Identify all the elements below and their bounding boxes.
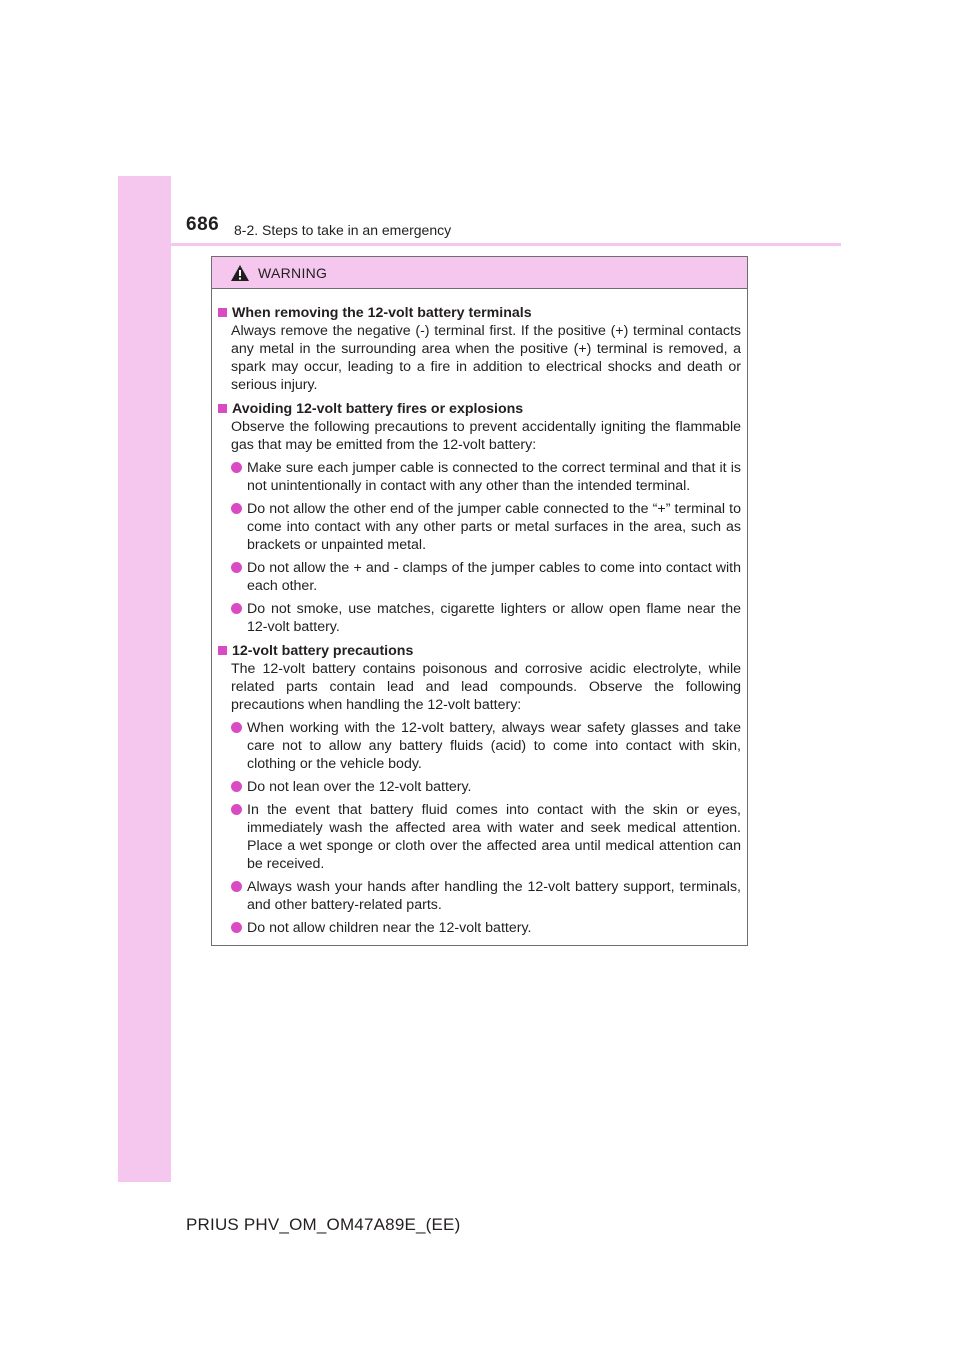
warning-header bbox=[212, 257, 747, 289]
warning-triangle-icon bbox=[230, 264, 250, 282]
section-title: 8-2. Steps to take in an emergency bbox=[234, 222, 452, 238]
warning-title: WARNING bbox=[258, 264, 328, 281]
round-bullet-icon bbox=[231, 881, 242, 892]
list-item: When working with the 12-volt battery, always wear safety glasses and take care not to allow any battery fluids (acid) to come into contact with skin, clothing or the vehicle body. bbox=[231, 719, 741, 773]
side-tab-strip bbox=[118, 176, 171, 1182]
section-heading: 12-volt battery precautions bbox=[218, 642, 741, 660]
page-number: 686 bbox=[186, 214, 220, 235]
round-bullet-icon bbox=[231, 804, 242, 815]
list-item: Always wash your hands after handling the 12-volt battery support, terminals, and other battery-related parts. bbox=[231, 878, 741, 914]
list-item: Do not lean over the 12-volt battery. bbox=[231, 778, 741, 796]
square-bullet-icon bbox=[218, 308, 227, 317]
round-bullet-icon bbox=[231, 781, 242, 792]
round-bullet-icon bbox=[231, 503, 242, 514]
warning-box bbox=[211, 256, 748, 946]
section-body: Observe the following precautions to prevent accidentally igniting the flammable gas that may be emitted from the 12-volt battery: bbox=[231, 419, 741, 453]
section-body: The 12-volt battery contains poisonous and corrosive acidic electrolyte, while related parts contain lead and lead compounds. Observe the following precautions when handling the 12-volt battery: bbox=[231, 661, 741, 713]
list-item: In the event that battery fluid comes into contact with the skin or eyes, immediately wash the affected area with water and seek medical attention. Place a wet sponge or cloth over the affected area until medical attention can be received. bbox=[231, 801, 741, 873]
round-bullet-icon bbox=[231, 722, 242, 733]
list-item: Do not smoke, use matches, cigarette lighters or allow open flame near the 12-volt battery. bbox=[231, 600, 741, 636]
list-item: Do not allow the + and - clamps of the jumper cables to come into contact with each other. bbox=[231, 559, 741, 595]
warning-content bbox=[212, 289, 747, 937]
round-bullet-icon bbox=[231, 562, 242, 573]
round-bullet-icon bbox=[231, 462, 242, 473]
list-item: Do not allow the other end of the jumper cable connected to the “+” terminal to come into contact with any other parts or metal surfaces in the area, such as brackets or unpainted metal. bbox=[231, 500, 741, 554]
section-heading: When removing the 12-volt battery terminals bbox=[218, 304, 741, 322]
square-bullet-icon bbox=[218, 404, 227, 413]
round-bullet-icon bbox=[231, 603, 242, 614]
list-item: Do not allow children near the 12-volt battery. bbox=[231, 919, 741, 937]
section-heading: Avoiding 12-volt battery fires or explosions bbox=[218, 400, 741, 418]
round-bullet-icon bbox=[231, 922, 242, 933]
header-rule bbox=[171, 243, 841, 246]
list-item: Make sure each jumper cable is connected to the correct terminal and that it is not unintentionally in contact with any other than the intended terminal. bbox=[231, 459, 741, 495]
section-body: Always remove the negative (-) terminal first. If the positive (+) terminal contacts any metal in the surrounding area when the positive (+) terminal is removed, a spark may occur, leading to a fire in addition to electrical shocks and death or serious injury. bbox=[231, 323, 741, 393]
footer-document-code: PRIUS PHV_OM_OM47A89E_(EE) bbox=[186, 1215, 461, 1234]
square-bullet-icon bbox=[218, 646, 227, 655]
